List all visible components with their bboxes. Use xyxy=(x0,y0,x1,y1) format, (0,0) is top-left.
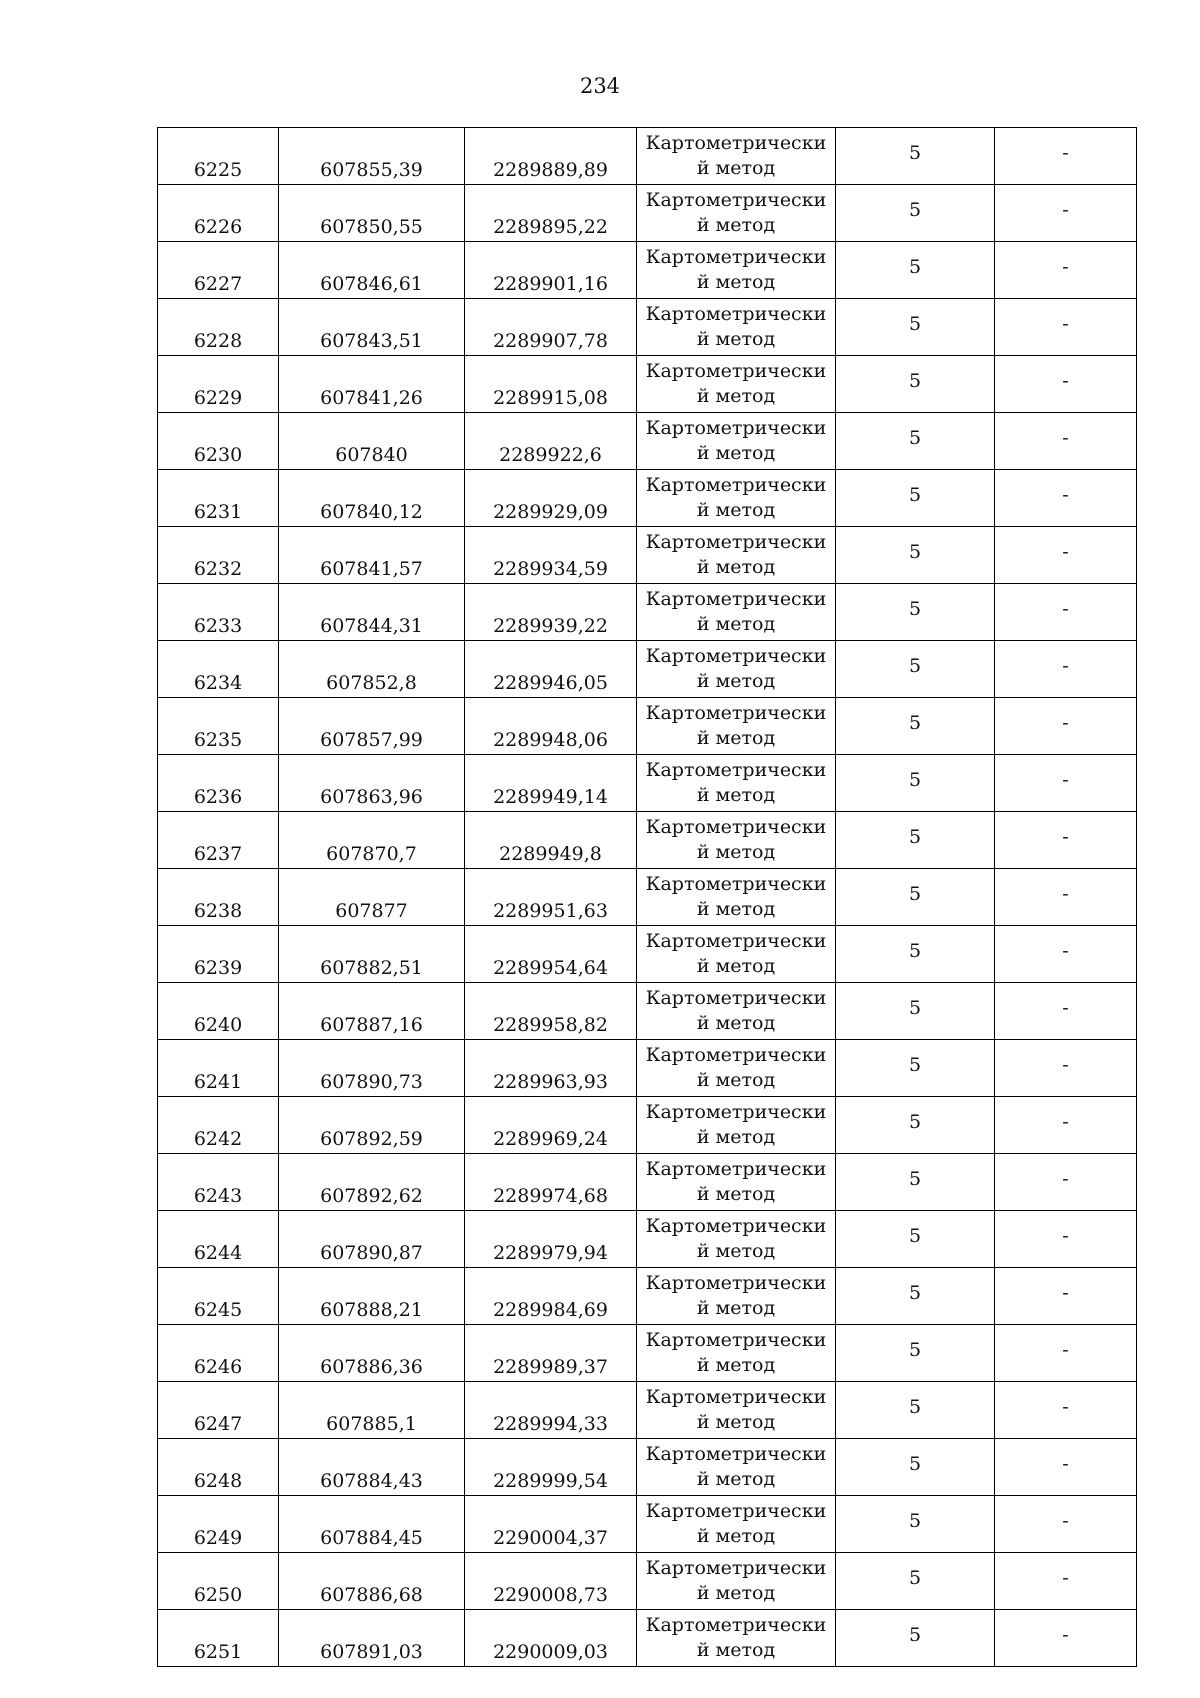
y-coordinate-cell: 2289999,54 xyxy=(465,1439,637,1496)
accuracy-cell: 5 xyxy=(836,1154,995,1211)
accuracy-cell: 5 xyxy=(836,185,995,242)
table-row xyxy=(158,527,1137,584)
x-coordinate-cell: 607841,57 xyxy=(279,527,465,584)
page-number: 234 xyxy=(579,74,621,98)
accuracy-cell: 5 xyxy=(836,641,995,698)
table-row xyxy=(158,584,1137,641)
method-cell: Картометрически й метод xyxy=(637,1154,836,1211)
point-number-cell: 6247 xyxy=(158,1382,279,1439)
table-row xyxy=(158,1439,1137,1496)
x-coordinate-cell: 607892,62 xyxy=(279,1154,465,1211)
point-number-cell: 6228 xyxy=(158,299,279,356)
note-cell: - xyxy=(995,1610,1137,1667)
point-number-cell: 6226 xyxy=(158,185,279,242)
table-row xyxy=(158,413,1137,470)
point-number-cell: 6232 xyxy=(158,527,279,584)
x-coordinate-cell: 607850,55 xyxy=(279,185,465,242)
table-row xyxy=(158,470,1137,527)
table-row xyxy=(158,1496,1137,1553)
table-row xyxy=(158,128,1137,185)
note-cell: - xyxy=(995,926,1137,983)
y-coordinate-cell: 2289979,94 xyxy=(465,1211,637,1268)
x-coordinate-cell: 607886,36 xyxy=(279,1325,465,1382)
y-coordinate-cell: 2289907,78 xyxy=(465,299,637,356)
method-cell: Картометрически й метод xyxy=(637,185,836,242)
method-cell: Картометрически й метод xyxy=(637,1610,836,1667)
accuracy-cell: 5 xyxy=(836,1610,995,1667)
y-coordinate-cell: 2290009,03 xyxy=(465,1610,637,1667)
method-cell: Картометрически й метод xyxy=(637,1040,836,1097)
accuracy-cell: 5 xyxy=(836,1325,995,1382)
point-number-cell: 6243 xyxy=(158,1154,279,1211)
y-coordinate-cell: 2289901,16 xyxy=(465,242,637,299)
point-number-cell: 6240 xyxy=(158,983,279,1040)
method-cell: Картометрически й метод xyxy=(637,1325,836,1382)
method-cell: Картометрически й метод xyxy=(637,1382,836,1439)
x-coordinate-cell: 607855,39 xyxy=(279,128,465,185)
point-number-cell: 6241 xyxy=(158,1040,279,1097)
point-number-cell: 6251 xyxy=(158,1610,279,1667)
table-row xyxy=(158,299,1137,356)
x-coordinate-cell: 607852,8 xyxy=(279,641,465,698)
y-coordinate-cell: 2289929,09 xyxy=(465,470,637,527)
accuracy-cell: 5 xyxy=(836,869,995,926)
x-coordinate-cell: 607843,51 xyxy=(279,299,465,356)
table-row xyxy=(158,869,1137,926)
table-row xyxy=(158,1040,1137,1097)
accuracy-cell: 5 xyxy=(836,926,995,983)
note-cell: - xyxy=(995,1268,1137,1325)
note-cell: - xyxy=(995,641,1137,698)
note-cell: - xyxy=(995,1382,1137,1439)
table-row xyxy=(158,641,1137,698)
x-coordinate-cell: 607886,68 xyxy=(279,1553,465,1610)
note-cell: - xyxy=(995,869,1137,926)
y-coordinate-cell: 2289974,68 xyxy=(465,1154,637,1211)
point-number-cell: 6231 xyxy=(158,470,279,527)
table-row xyxy=(158,242,1137,299)
accuracy-cell: 5 xyxy=(836,299,995,356)
accuracy-cell: 5 xyxy=(836,1097,995,1154)
method-cell: Картометрически й метод xyxy=(637,926,836,983)
table-row xyxy=(158,1325,1137,1382)
y-coordinate-cell: 2289963,93 xyxy=(465,1040,637,1097)
note-cell: - xyxy=(995,983,1137,1040)
x-coordinate-cell: 607870,7 xyxy=(279,812,465,869)
table-row xyxy=(158,983,1137,1040)
table-row xyxy=(158,1097,1137,1154)
x-coordinate-cell: 607890,73 xyxy=(279,1040,465,1097)
point-number-cell: 6244 xyxy=(158,1211,279,1268)
accuracy-cell: 5 xyxy=(836,1211,995,1268)
table-row xyxy=(158,185,1137,242)
method-cell: Картометрически й метод xyxy=(637,869,836,926)
table-row xyxy=(158,755,1137,812)
y-coordinate-cell: 2289984,69 xyxy=(465,1268,637,1325)
note-cell: - xyxy=(995,413,1137,470)
table-row xyxy=(158,1382,1137,1439)
point-number-cell: 6236 xyxy=(158,755,279,812)
accuracy-cell: 5 xyxy=(836,812,995,869)
method-cell: Картометрически й метод xyxy=(637,527,836,584)
y-coordinate-cell: 2290008,73 xyxy=(465,1553,637,1610)
accuracy-cell: 5 xyxy=(836,698,995,755)
y-coordinate-cell: 2289889,89 xyxy=(465,128,637,185)
y-coordinate-cell: 2289951,63 xyxy=(465,869,637,926)
note-cell: - xyxy=(995,1496,1137,1553)
y-coordinate-cell: 2289948,06 xyxy=(465,698,637,755)
method-cell: Картометрически й метод xyxy=(637,299,836,356)
method-cell: Картометрически й метод xyxy=(637,470,836,527)
method-cell: Картометрически й метод xyxy=(637,356,836,413)
method-cell: Картометрически й метод xyxy=(637,1211,836,1268)
method-cell: Картометрически й метод xyxy=(637,1097,836,1154)
point-number-cell: 6238 xyxy=(158,869,279,926)
accuracy-cell: 5 xyxy=(836,1439,995,1496)
note-cell: - xyxy=(995,299,1137,356)
note-cell: - xyxy=(995,1325,1137,1382)
accuracy-cell: 5 xyxy=(836,1382,995,1439)
x-coordinate-cell: 607841,26 xyxy=(279,356,465,413)
point-number-cell: 6242 xyxy=(158,1097,279,1154)
point-number-cell: 6248 xyxy=(158,1439,279,1496)
y-coordinate-cell: 2289989,37 xyxy=(465,1325,637,1382)
point-number-cell: 6227 xyxy=(158,242,279,299)
y-coordinate-cell: 2289954,64 xyxy=(465,926,637,983)
x-coordinate-cell: 607882,51 xyxy=(279,926,465,983)
note-cell: - xyxy=(995,1097,1137,1154)
table-row xyxy=(158,1553,1137,1610)
x-coordinate-cell: 607840 xyxy=(279,413,465,470)
x-coordinate-cell: 607887,16 xyxy=(279,983,465,1040)
note-cell: - xyxy=(995,698,1137,755)
accuracy-cell: 5 xyxy=(836,470,995,527)
point-number-cell: 6246 xyxy=(158,1325,279,1382)
note-cell: - xyxy=(995,1211,1137,1268)
y-coordinate-cell: 2289949,14 xyxy=(465,755,637,812)
x-coordinate-cell: 607846,61 xyxy=(279,242,465,299)
y-coordinate-cell: 2289949,8 xyxy=(465,812,637,869)
note-cell: - xyxy=(995,1439,1137,1496)
table-row xyxy=(158,698,1137,755)
x-coordinate-cell: 607890,87 xyxy=(279,1211,465,1268)
x-coordinate-cell: 607840,12 xyxy=(279,470,465,527)
point-number-cell: 6225 xyxy=(158,128,279,185)
method-cell: Картометрически й метод xyxy=(637,128,836,185)
note-cell: - xyxy=(995,812,1137,869)
coordinates-table xyxy=(157,127,1137,1667)
accuracy-cell: 5 xyxy=(836,755,995,812)
accuracy-cell: 5 xyxy=(836,242,995,299)
method-cell: Картометрически й метод xyxy=(637,755,836,812)
point-number-cell: 6237 xyxy=(158,812,279,869)
y-coordinate-cell: 2289946,05 xyxy=(465,641,637,698)
x-coordinate-cell: 607884,43 xyxy=(279,1439,465,1496)
accuracy-cell: 5 xyxy=(836,1268,995,1325)
note-cell: - xyxy=(995,356,1137,413)
accuracy-cell: 5 xyxy=(836,356,995,413)
y-coordinate-cell: 2289939,22 xyxy=(465,584,637,641)
note-cell: - xyxy=(995,527,1137,584)
method-cell: Картометрически й метод xyxy=(637,698,836,755)
method-cell: Картометрически й метод xyxy=(637,413,836,470)
coordinates-table-body xyxy=(158,128,1137,1667)
method-cell: Картометрически й метод xyxy=(637,584,836,641)
x-coordinate-cell: 607877 xyxy=(279,869,465,926)
x-coordinate-cell: 607863,96 xyxy=(279,755,465,812)
method-cell: Картометрически й метод xyxy=(637,1268,836,1325)
x-coordinate-cell: 607884,45 xyxy=(279,1496,465,1553)
point-number-cell: 6229 xyxy=(158,356,279,413)
table-row xyxy=(158,1610,1137,1667)
method-cell: Картометрически й метод xyxy=(637,812,836,869)
method-cell: Картометрически й метод xyxy=(637,1553,836,1610)
method-cell: Картометрически й метод xyxy=(637,641,836,698)
y-coordinate-cell: 2289922,6 xyxy=(465,413,637,470)
note-cell: - xyxy=(995,1553,1137,1610)
note-cell: - xyxy=(995,1154,1137,1211)
point-number-cell: 6250 xyxy=(158,1553,279,1610)
x-coordinate-cell: 607857,99 xyxy=(279,698,465,755)
y-coordinate-cell: 2289958,82 xyxy=(465,983,637,1040)
note-cell: - xyxy=(995,1040,1137,1097)
method-cell: Картометрически й метод xyxy=(637,983,836,1040)
table-row xyxy=(158,1154,1137,1211)
table-row xyxy=(158,926,1137,983)
accuracy-cell: 5 xyxy=(836,128,995,185)
method-cell: Картометрически й метод xyxy=(637,1496,836,1553)
method-cell: Картометрически й метод xyxy=(637,1439,836,1496)
note-cell: - xyxy=(995,584,1137,641)
note-cell: - xyxy=(995,470,1137,527)
accuracy-cell: 5 xyxy=(836,1553,995,1610)
accuracy-cell: 5 xyxy=(836,983,995,1040)
x-coordinate-cell: 607888,21 xyxy=(279,1268,465,1325)
accuracy-cell: 5 xyxy=(836,1040,995,1097)
point-number-cell: 6230 xyxy=(158,413,279,470)
accuracy-cell: 5 xyxy=(836,584,995,641)
accuracy-cell: 5 xyxy=(836,1496,995,1553)
point-number-cell: 6239 xyxy=(158,926,279,983)
point-number-cell: 6249 xyxy=(158,1496,279,1553)
y-coordinate-cell: 2289969,24 xyxy=(465,1097,637,1154)
table-row xyxy=(158,1211,1137,1268)
x-coordinate-cell: 607885,1 xyxy=(279,1382,465,1439)
x-coordinate-cell: 607892,59 xyxy=(279,1097,465,1154)
y-coordinate-cell: 2289994,33 xyxy=(465,1382,637,1439)
table-row xyxy=(158,812,1137,869)
note-cell: - xyxy=(995,755,1137,812)
method-cell: Картометрически й метод xyxy=(637,242,836,299)
x-coordinate-cell: 607891,03 xyxy=(279,1610,465,1667)
accuracy-cell: 5 xyxy=(836,413,995,470)
y-coordinate-cell: 2289934,59 xyxy=(465,527,637,584)
note-cell: - xyxy=(995,185,1137,242)
accuracy-cell: 5 xyxy=(836,527,995,584)
point-number-cell: 6233 xyxy=(158,584,279,641)
point-number-cell: 6235 xyxy=(158,698,279,755)
y-coordinate-cell: 2290004,37 xyxy=(465,1496,637,1553)
y-coordinate-cell: 2289895,22 xyxy=(465,185,637,242)
point-number-cell: 6245 xyxy=(158,1268,279,1325)
x-coordinate-cell: 607844,31 xyxy=(279,584,465,641)
table-row xyxy=(158,356,1137,413)
y-coordinate-cell: 2289915,08 xyxy=(465,356,637,413)
note-cell: - xyxy=(995,128,1137,185)
table-row xyxy=(158,1268,1137,1325)
point-number-cell: 6234 xyxy=(158,641,279,698)
note-cell: - xyxy=(995,242,1137,299)
